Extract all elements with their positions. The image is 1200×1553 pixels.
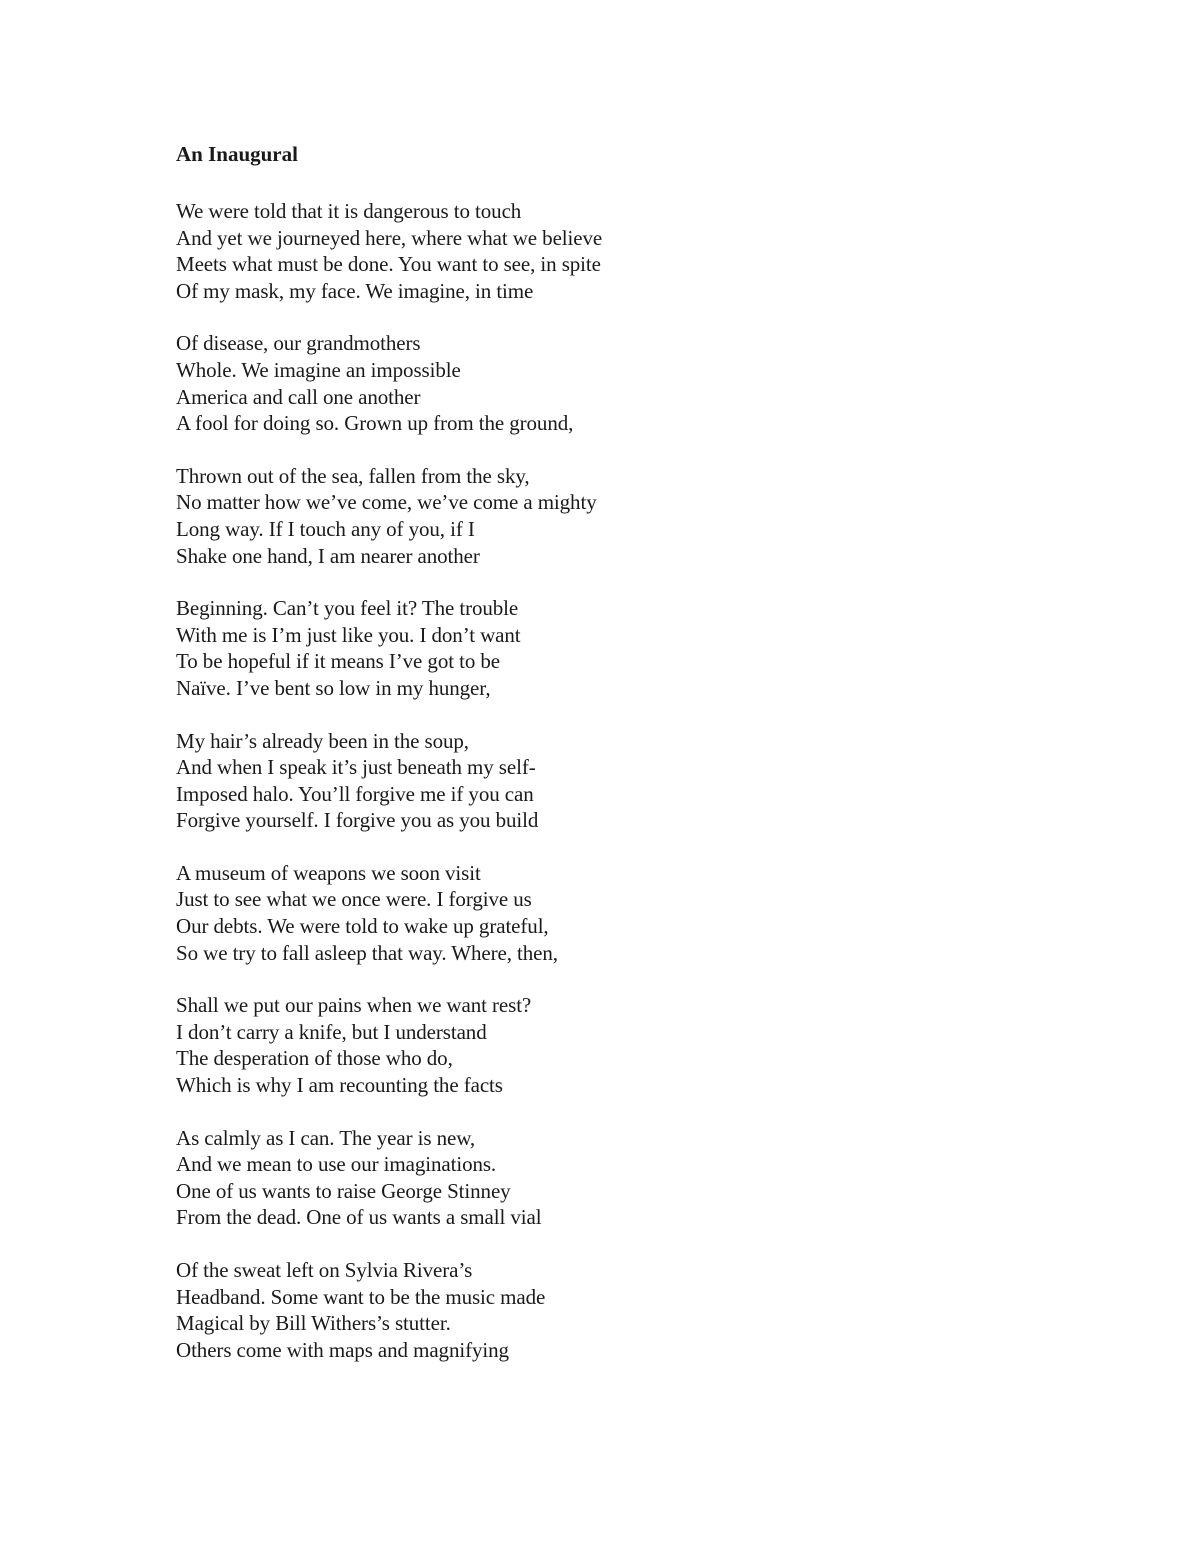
stanza-2 (176, 330, 896, 436)
poem-line: A fool for doing so. Grown up from the ground, (176, 411, 574, 436)
poem-line: Headband. Some want to be the music made (176, 1284, 546, 1309)
stanza-9 (176, 1257, 896, 1363)
poem-line: My hair’s already been in the soup, (176, 728, 469, 753)
poem-line: Meets what must be done. You want to see, in spite (176, 252, 601, 277)
poem-line: Of my mask, my face. We imagine, in time (176, 278, 534, 303)
stanza-1 (176, 198, 896, 304)
poem-line: And when I speak it’s just beneath my self- (176, 755, 536, 780)
poem-line: Which is why I am recounting the facts (176, 1073, 503, 1098)
poem-line: Shall we put our pains when we want rest? (176, 993, 532, 1018)
poem-line: America and call one another (176, 384, 421, 409)
poem-line: Long way. If I touch any of you, if I (176, 516, 475, 541)
poem-title: An Inaugural (176, 142, 298, 166)
poem-line: Others come with maps and magnifying (176, 1337, 509, 1362)
poem-line: And yet we journeyed here, where what we believe (176, 225, 603, 250)
stanza-5 (176, 728, 896, 834)
poem-line: Shake one hand, I am nearer another (176, 543, 480, 568)
poem-line: No matter how we’ve come, we’ve come a mighty (176, 490, 597, 515)
stanza-7 (176, 992, 896, 1098)
poem-line: And we mean to use our imaginations. (176, 1152, 497, 1177)
poem-line: Imposed halo. You’ll forgive me if you can (176, 781, 534, 806)
stanza-6 (176, 860, 896, 966)
poem-line: As calmly as I can. The year is new, (176, 1125, 476, 1150)
poem-line: The desperation of those who do, (176, 1046, 453, 1071)
poem-line: Of the sweat left on Sylvia Rivera’s (176, 1258, 473, 1282)
stanza-4 (176, 595, 896, 701)
poem-line: To be hopeful if it means I’ve got to be (176, 649, 501, 674)
poem-line: I don’t carry a knife, but I understand (176, 1019, 487, 1044)
poem-line: Forgive yourself. I forgive you as you build (176, 808, 539, 833)
poem-line: Whole. We imagine an impossible (176, 357, 461, 382)
poem-line: Beginning. Can’t you feel it? The trouble (176, 596, 519, 621)
stanza-8 (176, 1125, 896, 1231)
poem-line: Thrown out of the sea, fallen from the sky, (176, 463, 530, 488)
poem-line: With me is I’m just like you. I don’t want (176, 622, 521, 647)
poem-line: Our debts. We were told to wake up grateful, (176, 914, 549, 939)
poem-line: From the dead. One of us wants a small vial (176, 1205, 542, 1230)
stanza-3 (176, 463, 896, 569)
poem-line: Just to see what we once were. I forgive us (176, 887, 532, 912)
poem-line: So we try to fall asleep that way. Where, then, (176, 940, 558, 965)
poem-line: Of disease, our grandmothers (176, 331, 421, 356)
poem-line: Naïve. I’ve bent so low in my hunger, (176, 675, 491, 700)
poem-line: We were told that it is dangerous to touch (176, 199, 522, 223)
poem-page (176, 140, 896, 1389)
poem-line: Magical by Bill Withers’s stutter. (176, 1311, 451, 1336)
poem-line: A museum of weapons we soon visit (176, 860, 481, 885)
poem-line: One of us wants to raise George Stinney (176, 1178, 511, 1203)
